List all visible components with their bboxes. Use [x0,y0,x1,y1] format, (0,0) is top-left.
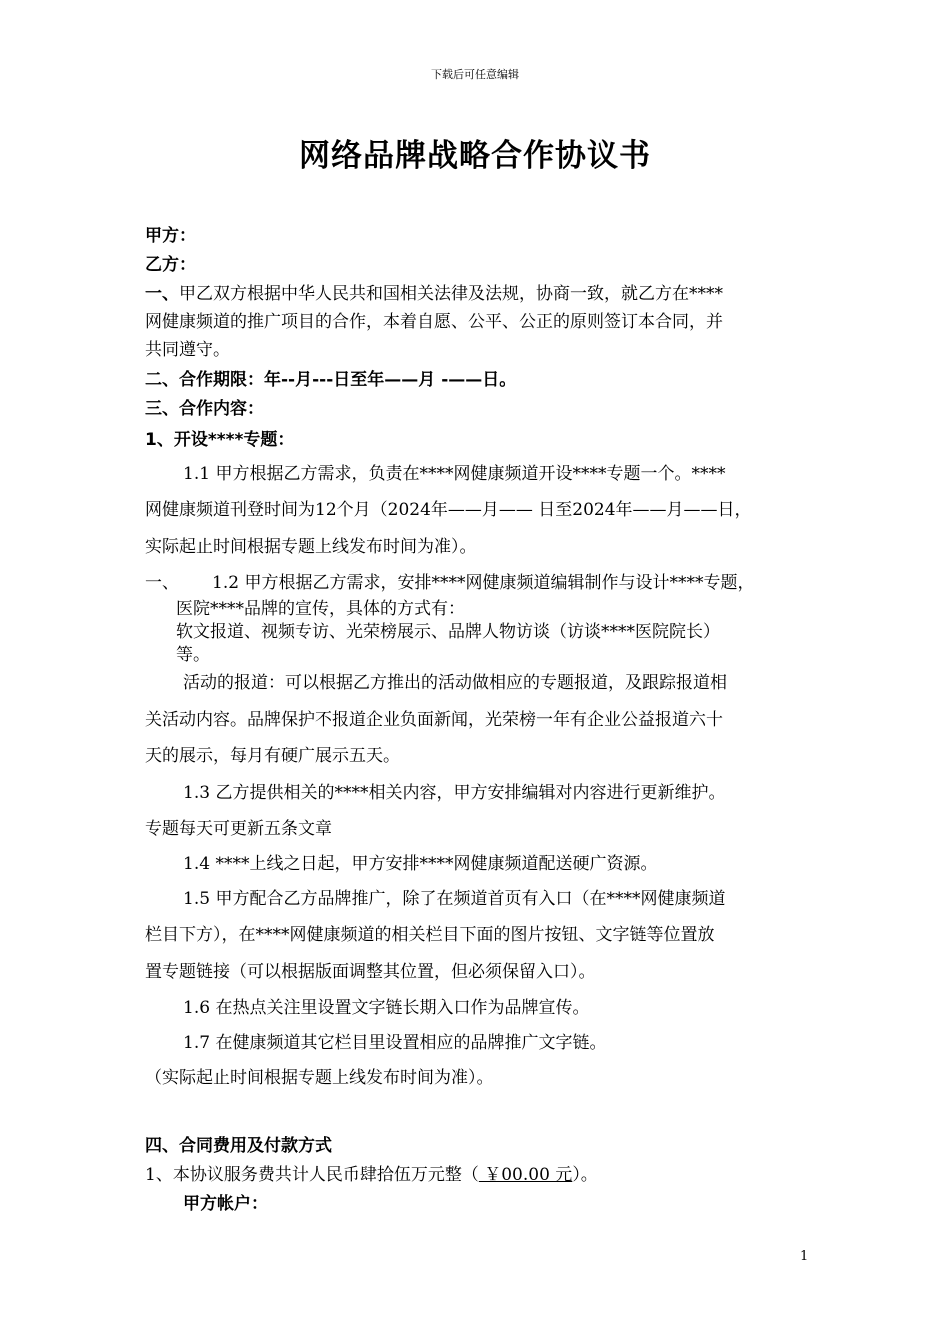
item-1-2-number: 一、 [145,573,179,593]
item-1-2-line-4: 等。 [176,645,210,665]
clause-1-text: 甲乙双方根据中华人民共和国相关法律及法规，协商一致，就乙方在**** [179,284,723,304]
party-a-account-label: 甲方帐户： [183,1194,268,1214]
clause-4-heading: 四、合同费用及付款方式 [145,1136,332,1156]
item-1-1-line-1: 1.1 甲方根据乙方需求，负责在****网健康频道开设****专题一个。**** [183,464,726,484]
item-1-5-line-3: 置专题链接（可以根据版面调整其位置，但必须保留入口）。 [145,962,596,982]
fee-text: 1、本协议服务费共计人民币肆拾伍万元整（ [145,1165,479,1185]
timing-note: （实际起止时间根据专题上线发布时间为准）。 [145,1068,494,1088]
item-1-3-line-1: 1.3 乙方提供相关的****相关内容，甲方安排编辑对内容进行更新维护。 [183,783,726,803]
item-1-2-line-3: 软文报道、视频专访、光荣榜展示、品牌人物访谈（访谈****医院院长） [176,622,720,642]
item-1-1-line-3: 实际起止时间根据专题上线发布时间为准）。 [145,537,477,557]
document-title: 网络品牌战略合作协议书 [299,138,651,174]
activity-line-1: 活动的报道：可以根据乙方推出的活动做相应的专题报道，及跟踪报道相 [183,673,727,693]
item-1-5-line-2: 栏目下方），在****网健康频道的相关栏目下面的图片按钮、文字链等位置放 [145,925,715,945]
section-1-heading: 1、开设****专题： [145,430,295,450]
item-1-6: 1.6 在热点关注里设置文字链长期入口作为品牌宣传。 [183,998,590,1018]
clause-1-line-3: 共同遵守。 [145,340,230,360]
activity-line-2: 关活动内容。品牌保护不报道企业负面新闻，光荣榜一年有企业公益报道六十 [145,710,723,730]
item-1-1-line-2: 网健康频道刊登时间为12个月（2024年——月—— 日至2024年——月——日， [145,500,752,520]
fee-close: ）。 [572,1165,598,1185]
clause-1-line-2: 网健康频道的推广项目的合作，本着自愿、公平、公正的原则签订本合同，并 [145,312,723,332]
fee-amount: ￥00.00 元 [478,1165,573,1185]
item-1-3-line-2: 专题每天可更新五条文章 [145,819,332,839]
page-number: 1 [800,1249,809,1264]
item-1-2-line-1: 1.2 甲方根据乙方需求，安排****网健康频道编辑制作与设计****专题， [212,573,755,593]
clause-2-term: 二、合作期限：年--月---日至年——月 -——日。 [145,370,517,390]
item-1-5-line-1: 1.5 甲方配合乙方品牌推广，除了在频道首页有入口（在****网健康频道 [183,889,726,909]
party-a-label: 甲方： [145,226,196,246]
party-b-label: 乙方： [145,255,196,275]
item-1-4: 1.4 ****上线之日起，甲方安排****网健康频道配送硬广资源。 [183,854,658,874]
header-note: 下载后可任意编辑 [431,68,519,81]
item-1-7: 1.7 在健康频道其它栏目里设置相应的品牌推广文字链。 [183,1033,607,1053]
item-1-2-line-2: 医院****品牌的宣传，具体的方式有： [176,599,465,619]
activity-line-3: 天的展示，每月有硬广展示五天。 [145,746,400,766]
fee-line [145,1160,598,1185]
clause-1-line-1 [145,279,723,304]
clause-1-number: 一、 [145,284,179,304]
clause-3-heading: 三、合作内容： [145,399,264,419]
